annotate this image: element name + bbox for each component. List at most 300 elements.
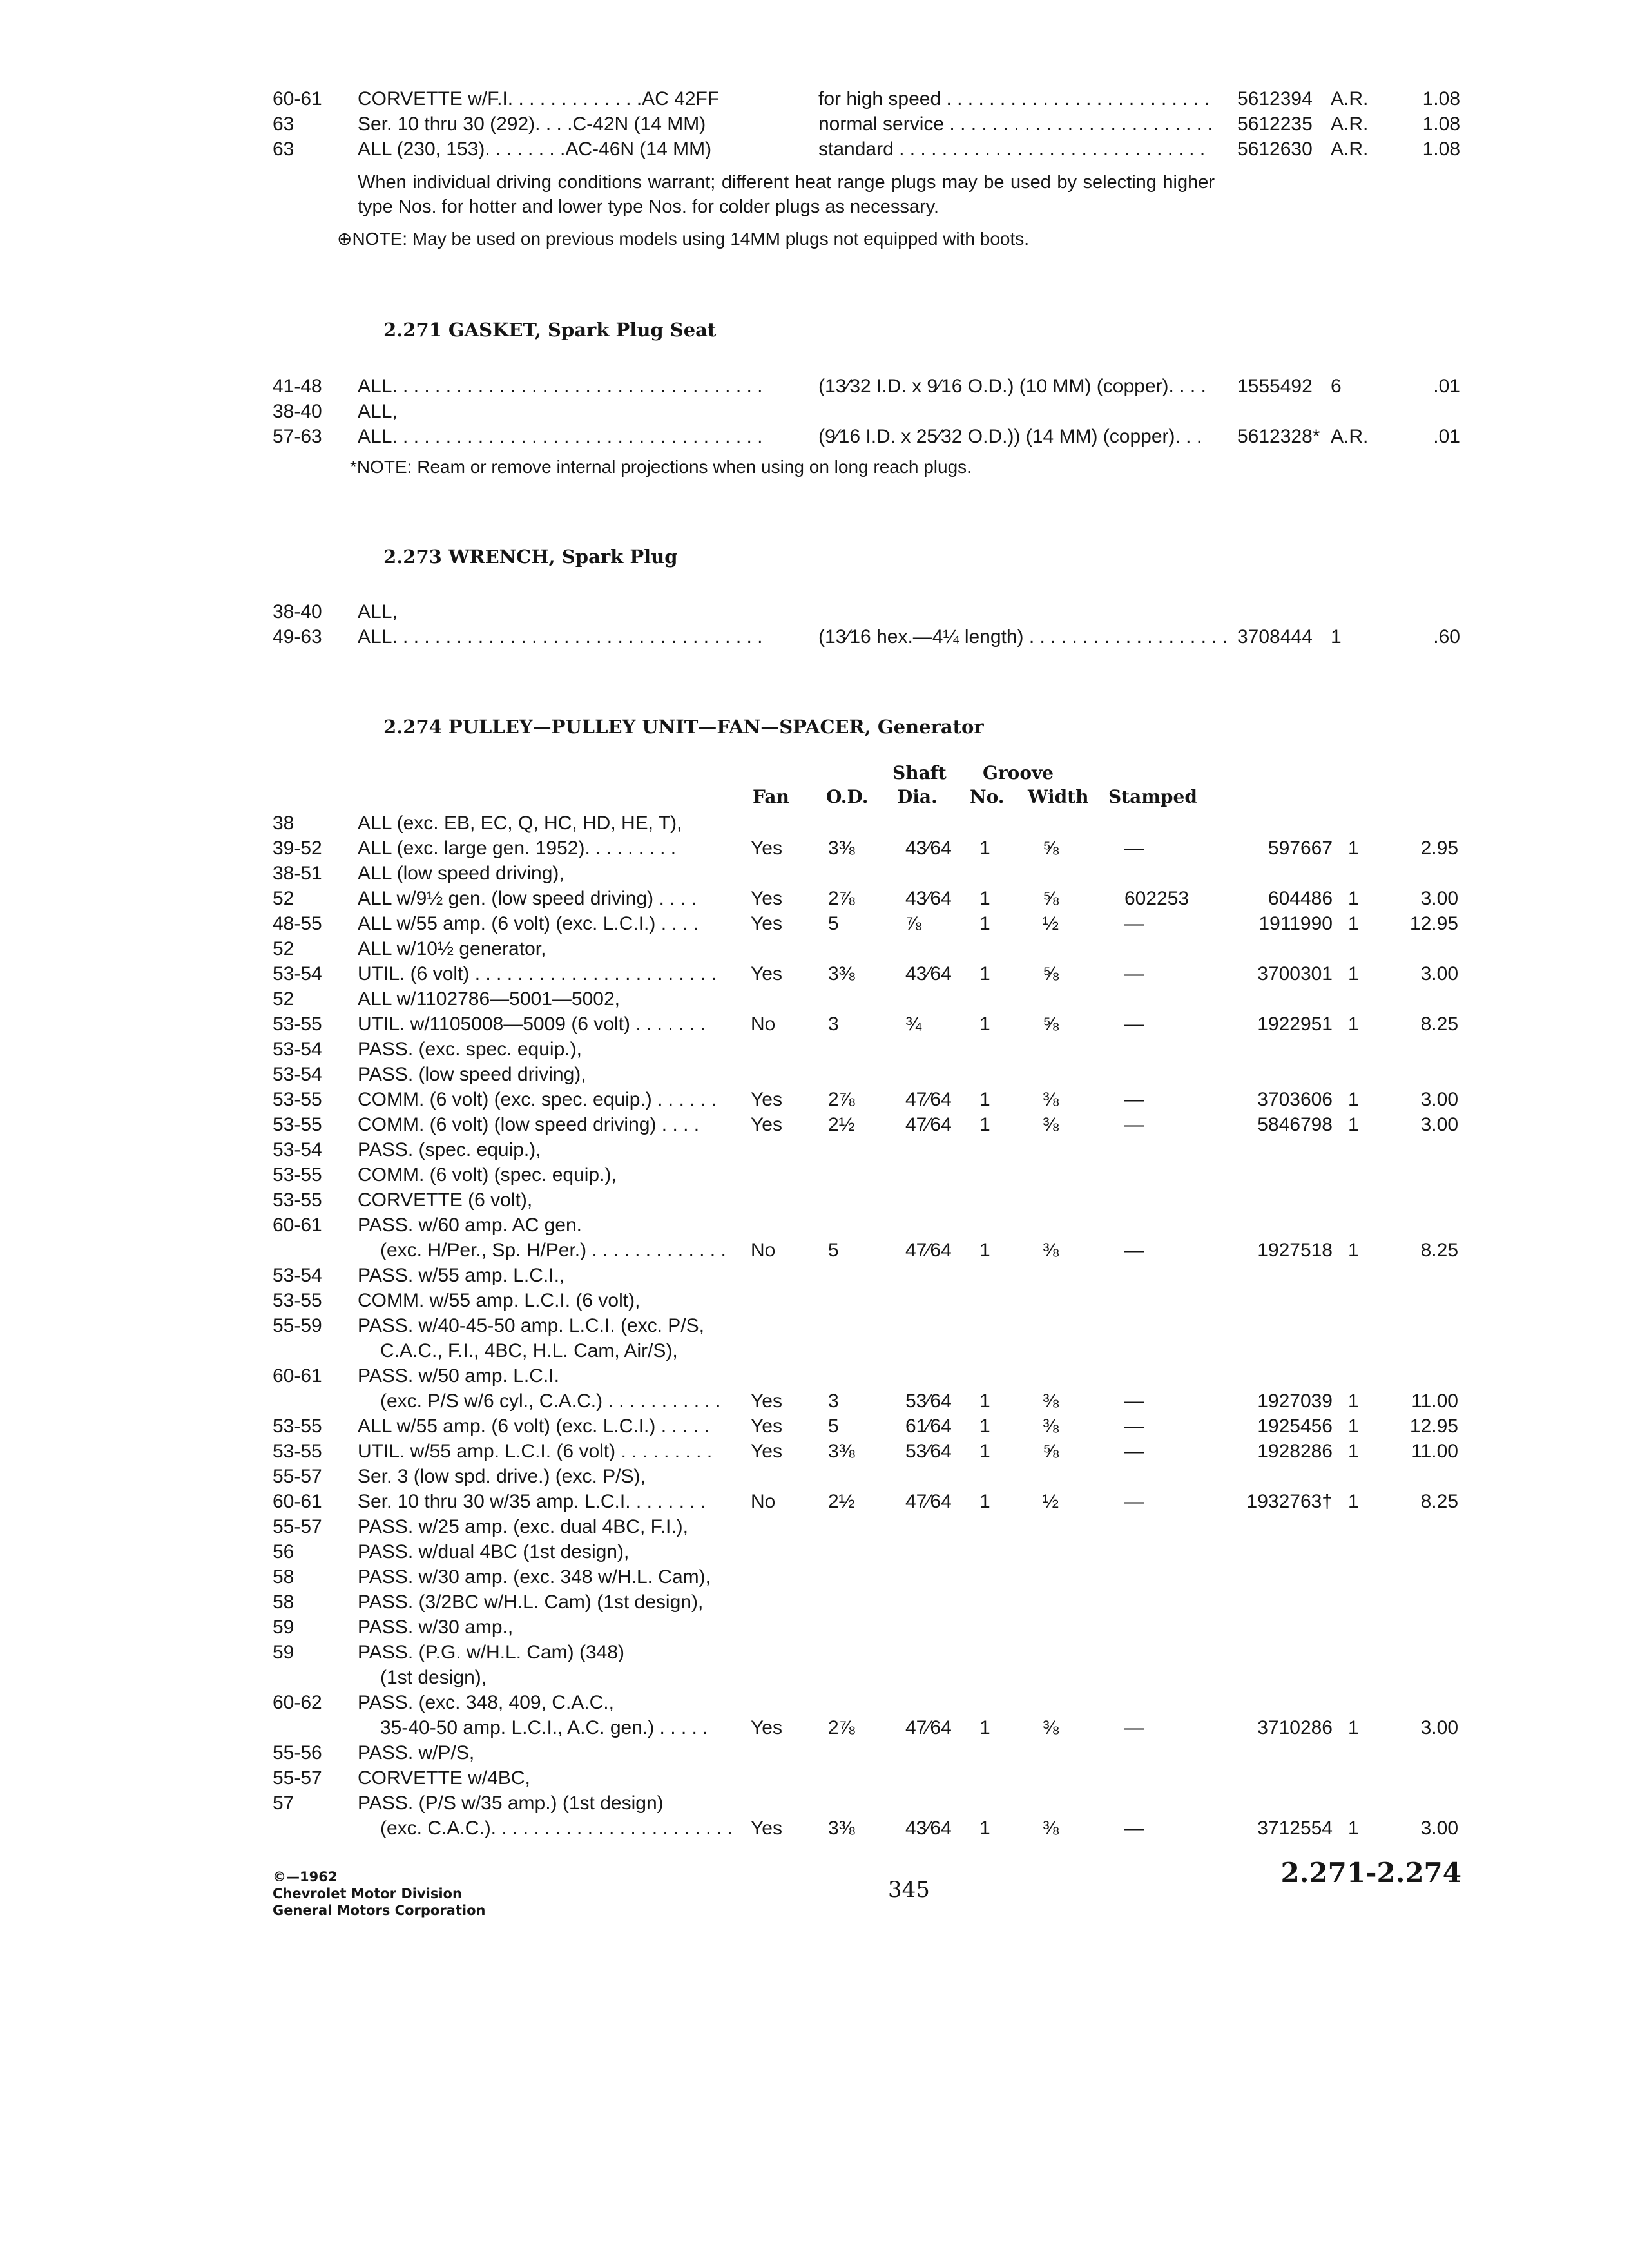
table-row [0, 1213, 1629, 1238]
years-cell: 53-54 [273, 1039, 322, 1060]
description-cell: (exc. P/S w/6 cyl., C.A.C.) . . . . . . . . . . . [380, 1390, 721, 1412]
part-number-cell: 3708444 [1237, 626, 1313, 648]
corporation-name: General Motors Corporation [273, 1903, 486, 1918]
description-cell: PASS. (exc. 348, 409, C.A.C., [358, 1692, 614, 1713]
description-cell: ALL, [358, 401, 398, 422]
price-cell: 1.08 [1422, 113, 1460, 135]
part-number-cell: 1927039 [1257, 1390, 1333, 1412]
years-cell: 57-63 [273, 426, 322, 447]
part-number-cell: 1928286 [1257, 1441, 1333, 1462]
groove-width-cell: ⅝ [1043, 838, 1059, 859]
shaft-dia-cell: 43⁄64 [905, 838, 952, 859]
quantity-cell: 1 [1348, 1014, 1359, 1035]
shaft-dia-cell: 47⁄64 [905, 1089, 952, 1110]
groove-width-cell: ½ [1043, 913, 1059, 934]
table-row [0, 1112, 1629, 1138]
description-cell: UTIL. (6 volt) . . . . . . . . . . . . . . . . . . . . . . . [358, 963, 717, 985]
quantity-cell: 6 [1331, 376, 1342, 397]
fan-cell: Yes [751, 1089, 782, 1110]
description-cell: UTIL. w/1105008—5009 (6 volt) . . . . . . . [358, 1014, 706, 1035]
table-row [0, 861, 1629, 887]
price-cell: 3.00 [1420, 1717, 1458, 1738]
price-cell: 3.00 [1420, 888, 1458, 909]
stamped-cell: — [1124, 1441, 1144, 1462]
years-cell: 53-55 [273, 1290, 322, 1311]
description-cell: PASS. (spec. equip.), [358, 1139, 541, 1160]
shaft-dia-cell: 47⁄64 [905, 1491, 952, 1512]
table-row [0, 1615, 1629, 1640]
table-row [0, 1263, 1629, 1289]
part-number-cell: 5612235 [1237, 113, 1313, 135]
table-row [0, 911, 1629, 937]
groove-width-cell: ⅜ [1043, 1416, 1059, 1437]
description-cell: UTIL. w/55 amp. L.C.I. (6 volt) . . . . . . . . . [358, 1441, 713, 1462]
description-cell: PASS. w/30 amp., [358, 1617, 514, 1638]
table-row [0, 1690, 1629, 1716]
years-cell: 53-54 [273, 963, 322, 985]
description-cell: PASS. w/dual 4BC (1st design), [358, 1541, 630, 1562]
years-cell: 52 [273, 888, 294, 909]
quantity-cell: A.R. [1331, 88, 1369, 110]
fan-cell: Yes [751, 963, 782, 985]
quantity-cell: 1 [1348, 838, 1359, 859]
part-number-cell: 1925456 [1257, 1416, 1333, 1437]
description-cell: COMM. (6 volt) (exc. spec. equip.) . . . . . . [358, 1089, 717, 1110]
fan-cell: Yes [751, 838, 782, 859]
shaft-dia-cell: ⅞ [905, 913, 922, 934]
od-cell: 2⅞ [828, 1717, 855, 1738]
shaft-dia-cell: 47⁄64 [905, 1240, 952, 1261]
od-cell: 2½ [828, 1114, 855, 1135]
fan-cell: Yes [751, 1441, 782, 1462]
shaft-dia-cell: 47⁄64 [905, 1717, 952, 1738]
part-number-cell: 5846798 [1257, 1114, 1333, 1135]
groove-width-cell: ⅝ [1043, 1014, 1059, 1035]
price-cell: 8.25 [1420, 1240, 1458, 1261]
heat-range-paragraph: When individual driving conditions warrant; different heat range plugs may be used by selecting higher type Nos. for hotter and lower type Nos. for colder plugs as necessary. [358, 172, 1215, 217]
description-cell: ALL (exc. EB, EC, Q, HC, HD, HE, T), [358, 812, 682, 834]
years-cell: 53-55 [273, 1089, 322, 1110]
ream-note: *NOTE: Ream or remove internal projections when using on long reach plugs. [350, 457, 972, 477]
header-dia: Dia. [897, 786, 938, 807]
description-cell: ALL w/55 amp. (6 volt) (exc. L.C.I.) . . . . . [358, 1416, 709, 1437]
years-cell: 41-48 [273, 376, 322, 397]
quantity-cell: 1 [1348, 1390, 1359, 1412]
use-cell: normal service . . . . . . . . . . . . . . . . . . . . . . . . . [818, 113, 1213, 135]
description-cell: (exc. C.A.C.). . . . . . . . . . . . . . . . . . . . . . . [380, 1818, 733, 1839]
description-cell: PASS. w/60 amp. AC gen. [358, 1215, 582, 1236]
part-number-cell: 1932763† [1246, 1491, 1333, 1512]
groove-no-cell: 1 [979, 1818, 990, 1839]
description-cell: PASS. w/55 amp. L.C.I., [358, 1265, 565, 1286]
description-cell: COMM. w/55 amp. L.C.I. (6 volt), [358, 1290, 641, 1311]
fan-cell: Yes [751, 1114, 782, 1135]
years-cell: 63 [273, 139, 294, 160]
table-row [0, 137, 1629, 162]
description-cell: PASS. w/P/S, [358, 1742, 475, 1763]
stamped-cell: — [1124, 1818, 1144, 1839]
od-cell: 3⅜ [828, 1818, 855, 1839]
price-cell: 11.00 [1411, 1441, 1458, 1462]
header-od: O.D. [826, 786, 869, 807]
years-cell: 60-61 [273, 1491, 322, 1512]
quantity-cell: 1 [1348, 1441, 1359, 1462]
stamped-cell: — [1124, 838, 1144, 859]
price-cell: 3.00 [1420, 963, 1458, 985]
part-number-cell: 604486 [1268, 888, 1333, 909]
table-row [0, 1539, 1629, 1565]
groove-no-cell: 1 [979, 888, 990, 909]
groove-no-cell: 1 [979, 1240, 990, 1261]
description-cell: C.A.C., F.I., 4BC, H.L. Cam, Air/S), [380, 1340, 678, 1361]
table-row [0, 1087, 1629, 1113]
groove-width-cell: ⅜ [1043, 1818, 1059, 1839]
years-cell: 57 [273, 1792, 294, 1814]
part-number-cell: 5612394 [1237, 88, 1313, 110]
header-groove: Groove [983, 762, 1054, 783]
spec-cell: (13⁄32 I.D. x 9⁄16 O.D.) (10 MM) (copper). . . . [818, 376, 1206, 397]
description-cell: PASS. w/25 amp. (exc. dual 4BC, F.I.), [358, 1516, 688, 1537]
footer-publisher [273, 1869, 485, 1919]
description-cell: COMM. (6 volt) (spec. equip.), [358, 1164, 617, 1186]
table-row [0, 1489, 1629, 1515]
table-row [0, 1162, 1629, 1188]
years-cell: 53-55 [273, 1189, 322, 1211]
groove-width-cell: ⅜ [1043, 1717, 1059, 1738]
price-cell: 2.95 [1420, 838, 1458, 859]
years-cell: 48-55 [273, 913, 322, 934]
table-row [0, 1363, 1629, 1389]
stamped-cell: 602253 [1124, 888, 1190, 909]
table-row [0, 399, 1629, 425]
years-cell: 38-40 [273, 601, 322, 622]
table-row [0, 1037, 1629, 1062]
fan-cell: No [751, 1491, 776, 1512]
stamped-cell: — [1124, 913, 1144, 934]
od-cell: 3⅜ [828, 963, 855, 985]
part-number-cell: 5612630 [1237, 139, 1313, 160]
years-cell: 59 [273, 1642, 294, 1663]
years-cell: 53-54 [273, 1064, 322, 1085]
quantity-cell: 1 [1348, 1717, 1359, 1738]
table-row [0, 1740, 1629, 1766]
quantity-cell: A.R. [1331, 113, 1369, 135]
price-cell: 12.95 [1409, 913, 1458, 934]
stamped-cell: — [1124, 1240, 1144, 1261]
groove-no-cell: 1 [979, 838, 990, 859]
od-cell: 5 [828, 1416, 839, 1437]
stamped-cell: — [1124, 1014, 1144, 1035]
table-row [0, 1313, 1629, 1339]
groove-no-cell: 1 [979, 1114, 990, 1135]
description-cell: (exc. H/Per., Sp. H/Per.) . . . . . . . . . . . . . [380, 1240, 726, 1261]
part-number-cell: 3712554 [1257, 1818, 1333, 1839]
use-cell: for high speed . . . . . . . . . . . . . . . . . . . . . . . . . [818, 88, 1210, 110]
groove-width-cell: ⅜ [1043, 1390, 1059, 1412]
description-cell: PASS. w/40-45-50 amp. L.C.I. (exc. P/S, [358, 1315, 704, 1336]
description-cell: Ser. 10 thru 30 (292). . . .C-42N (14 MM) [358, 113, 706, 135]
table-row [0, 1062, 1629, 1088]
groove-width-cell: ⅜ [1043, 1089, 1059, 1110]
table-row [0, 86, 1629, 112]
price-cell: 8.25 [1420, 1491, 1458, 1512]
groove-no-cell: 1 [979, 1416, 990, 1437]
groove-width-cell: ½ [1043, 1491, 1059, 1512]
table-row [0, 1012, 1629, 1037]
years-cell: 53-54 [273, 1265, 322, 1286]
years-cell: 55-57 [273, 1516, 322, 1537]
table-row [0, 424, 1629, 450]
description-cell: PASS. w/50 amp. L.C.I. [358, 1365, 559, 1387]
division-name: Chevrolet Motor Division [273, 1886, 462, 1901]
part-number-cell: 1927518 [1257, 1240, 1333, 1261]
years-cell: 60-61 [273, 88, 322, 110]
copyright: ©—1962 [273, 1869, 338, 1885]
fan-cell: Yes [751, 888, 782, 909]
years-cell: 60-61 [273, 1215, 322, 1236]
table-row [0, 1238, 1629, 1264]
description-cell: Ser. 3 (low spd. drive.) (exc. P/S), [358, 1466, 646, 1487]
shaft-dia-cell: 43⁄64 [905, 1818, 952, 1839]
od-cell: 3 [828, 1014, 839, 1035]
quantity-cell: 1 [1348, 1240, 1359, 1261]
years-cell: 38-40 [273, 401, 322, 422]
page-number: 345 [888, 1877, 930, 1903]
shaft-dia-cell: 53⁄64 [905, 1441, 952, 1462]
stamped-cell: — [1124, 963, 1144, 985]
price-cell: 11.00 [1411, 1390, 1458, 1412]
table-row [0, 1414, 1629, 1439]
fan-cell: Yes [751, 1416, 782, 1437]
years-cell: 39-52 [273, 838, 322, 859]
stamped-cell: — [1124, 1114, 1144, 1135]
years-cell: 55-59 [273, 1315, 322, 1336]
years-cell: 53-55 [273, 1014, 322, 1035]
description-cell: ALL (exc. large gen. 1952). . . . . . . . . [358, 838, 677, 859]
years-cell: 55-57 [273, 1767, 322, 1789]
table-row [0, 1816, 1629, 1841]
description-cell: ALL w/55 amp. (6 volt) (exc. L.C.I.) . . . . [358, 913, 699, 934]
quantity-cell: 1 [1348, 1089, 1359, 1110]
quantity-cell: 1 [1348, 1416, 1359, 1437]
description-cell: CORVETTE w/F.I. . . . . . . . . . . . .AC 42FF [358, 88, 720, 110]
table-row [0, 1464, 1629, 1490]
quantity-cell: 1 [1348, 1114, 1359, 1135]
description-cell: Ser. 10 thru 30 w/35 amp. L.C.I. . . . . . . . [358, 1491, 706, 1512]
part-number-cell: 1911990 [1258, 913, 1333, 934]
groove-width-cell: ⅝ [1043, 963, 1059, 985]
stamped-cell: — [1124, 1390, 1144, 1412]
table-row [0, 1564, 1629, 1590]
years-cell: 60-61 [273, 1365, 322, 1387]
years-cell: 60-62 [273, 1692, 322, 1713]
stamped-cell: — [1124, 1717, 1144, 1738]
years-cell: 59 [273, 1617, 294, 1638]
quantity-cell: 1 [1348, 1491, 1359, 1512]
shaft-dia-cell: 43⁄64 [905, 888, 952, 909]
shaft-dia-cell: ¾ [905, 1014, 922, 1035]
quantity-cell: 1 [1348, 888, 1359, 909]
price-cell: 3.00 [1420, 1818, 1458, 1839]
section-title-2273: 2.273 WRENCH, Spark Plug [383, 546, 678, 568]
table-row [0, 1640, 1629, 1666]
quantity-cell: A.R. [1331, 426, 1369, 447]
od-cell: 2½ [828, 1491, 855, 1512]
years-cell: 53-55 [273, 1114, 322, 1135]
table-row [0, 624, 1629, 650]
years-cell: 52 [273, 988, 294, 1010]
groove-no-cell: 1 [979, 1390, 990, 1412]
stamped-cell: — [1124, 1491, 1144, 1512]
price-cell: 3.00 [1420, 1114, 1458, 1135]
part-number-cell: 3703606 [1257, 1089, 1333, 1110]
table-row [0, 961, 1629, 987]
groove-width-cell: ⅝ [1043, 888, 1059, 909]
groove-no-cell: 1 [979, 1441, 990, 1462]
groove-no-cell: 1 [979, 963, 990, 985]
table-row [0, 936, 1629, 962]
description-cell: PASS. (low speed driving), [358, 1064, 586, 1085]
fan-cell: No [751, 1240, 776, 1261]
years-cell: 58 [273, 1566, 294, 1588]
spec-cell: (9⁄16 I.D. x 25⁄32 O.D.)) (14 MM) (copper). . . [818, 426, 1202, 447]
description-cell: ALL (low speed driving), [358, 863, 564, 884]
od-cell: 5 [828, 1240, 839, 1261]
section-title-2271: 2.271 GASKET, Spark Plug Seat [383, 319, 717, 341]
fan-cell: No [751, 1014, 776, 1035]
description-cell: ALL. . . . . . . . . . . . . . . . . . . . . . . . . . . . . . . . . . . [358, 626, 763, 648]
years-cell: 55-56 [273, 1742, 322, 1763]
years-cell: 53-55 [273, 1441, 322, 1462]
part-number-cell: 3710286 [1257, 1717, 1333, 1738]
years-cell: 55-57 [273, 1466, 322, 1487]
price-cell: 8.25 [1420, 1014, 1458, 1035]
quantity-cell: 1 [1331, 626, 1342, 648]
description-cell: 35-40-50 amp. L.C.I., A.C. gen.) . . . . . [380, 1717, 708, 1738]
years-cell: 56 [273, 1541, 294, 1562]
years-cell: 53-55 [273, 1164, 322, 1186]
fan-cell: Yes [751, 1390, 782, 1412]
part-number-cell: 597667 [1268, 838, 1333, 859]
boots-note: ⊕NOTE: May be used on previous models using 14MM plugs not equipped with boots. [337, 229, 1030, 249]
price-cell: .60 [1433, 626, 1460, 648]
price-cell: 12.95 [1409, 1416, 1458, 1437]
description-cell: PASS. (P/S w/35 amp.) (1st design) [358, 1792, 664, 1814]
header-shaft: Shaft [892, 762, 947, 783]
table-row [0, 836, 1629, 861]
description-cell: ALL w/9½ gen. (low speed driving) . . . . [358, 888, 697, 909]
header-no: No. [970, 786, 1005, 807]
table-row [0, 1665, 1629, 1691]
quantity-cell: A.R. [1331, 139, 1369, 160]
years-cell: 53-54 [273, 1139, 322, 1160]
shaft-dia-cell: 47⁄64 [905, 1114, 952, 1135]
description-cell: CORVETTE w/4BC, [358, 1767, 530, 1789]
section-range: 2.271-2.274 [1280, 1857, 1461, 1888]
groove-no-cell: 1 [979, 913, 990, 934]
shaft-dia-cell: 61⁄64 [905, 1416, 952, 1437]
description-cell: PASS. (3/2BC w/H.L. Cam) (1st design), [358, 1591, 704, 1613]
od-cell: 2⅞ [828, 1089, 855, 1110]
price-cell: .01 [1433, 376, 1460, 397]
table-row [0, 1389, 1629, 1414]
shaft-dia-cell: 53⁄64 [905, 1390, 952, 1412]
od-cell: 3⅜ [828, 838, 855, 859]
table-row [0, 811, 1629, 836]
description-cell: CORVETTE (6 volt), [358, 1189, 533, 1211]
table-row [0, 111, 1629, 137]
description-cell: COMM. (6 volt) (low speed driving) . . . . [358, 1114, 700, 1135]
description-cell: ALL. . . . . . . . . . . . . . . . . . . . . . . . . . . . . . . . . . . [358, 376, 763, 397]
quantity-cell: 1 [1348, 963, 1359, 985]
years-cell: 49-63 [273, 626, 322, 648]
shaft-dia-cell: 43⁄64 [905, 963, 952, 985]
table-row [0, 1514, 1629, 1540]
use-cell: standard . . . . . . . . . . . . . . . . . . . . . . . . . . . . . [818, 139, 1206, 160]
price-cell: 1.08 [1422, 88, 1460, 110]
description-cell: ALL. . . . . . . . . . . . . . . . . . . . . . . . . . . . . . . . . . . [358, 426, 763, 447]
description-cell: ALL w/10½ generator, [358, 938, 546, 959]
price-cell: .01 [1433, 426, 1460, 447]
table-row [0, 1338, 1629, 1364]
fan-cell: Yes [751, 913, 782, 934]
years-cell: 52 [273, 938, 294, 959]
part-number-cell: 1555492 [1237, 376, 1313, 397]
table-row [0, 1439, 1629, 1465]
years-cell: 38-51 [273, 863, 322, 884]
part-number-cell: 1922951 [1257, 1014, 1333, 1035]
spec-cell: (13⁄16 hex.—4¼ length) . . . . . . . . . . . . . . . . . . . [818, 626, 1228, 648]
stamped-cell: — [1124, 1089, 1144, 1110]
description-cell: ALL (230, 153). . . . . . . .AC-46N (14 MM) [358, 139, 712, 160]
fan-cell: Yes [751, 1818, 782, 1839]
od-cell: 5 [828, 913, 839, 934]
description-cell: PASS. w/30 amp. (exc. 348 w/H.L. Cam), [358, 1566, 711, 1588]
table-row [0, 599, 1629, 625]
groove-width-cell: ⅜ [1043, 1240, 1059, 1261]
table-row [0, 1137, 1629, 1163]
part-number-cell: 5612328* [1237, 426, 1320, 447]
description-cell: ALL, [358, 601, 398, 622]
quantity-cell: 1 [1348, 1818, 1359, 1839]
table-row [0, 1715, 1629, 1741]
groove-no-cell: 1 [979, 1717, 990, 1738]
stamped-cell: — [1124, 1416, 1144, 1437]
section-title-2274: 2.274 PULLEY—PULLEY UNIT—FAN—SPACER, Generator [383, 716, 984, 738]
table-row [0, 1187, 1629, 1213]
groove-width-cell: ⅜ [1043, 1114, 1059, 1135]
header-stamped: Stamped [1108, 786, 1197, 807]
price-cell: 1.08 [1422, 139, 1460, 160]
table-row [0, 1791, 1629, 1816]
table-row [0, 1590, 1629, 1615]
quantity-cell: 1 [1348, 913, 1359, 934]
years-cell: 53-55 [273, 1416, 322, 1437]
years-cell: 38 [273, 812, 294, 834]
table-row [0, 1765, 1629, 1791]
price-cell: 3.00 [1420, 1089, 1458, 1110]
description-cell: (1st design), [380, 1667, 487, 1688]
groove-no-cell: 1 [979, 1491, 990, 1512]
years-cell: 63 [273, 113, 294, 135]
description-cell: PASS. (P.G. w/H.L. Cam) (348) [358, 1642, 625, 1663]
table-row [0, 374, 1629, 399]
groove-no-cell: 1 [979, 1014, 990, 1035]
fan-cell: Yes [751, 1717, 782, 1738]
groove-no-cell: 1 [979, 1089, 990, 1110]
od-cell: 3 [828, 1390, 839, 1412]
description-cell: ALL w/1102786—5001—5002, [358, 988, 620, 1010]
